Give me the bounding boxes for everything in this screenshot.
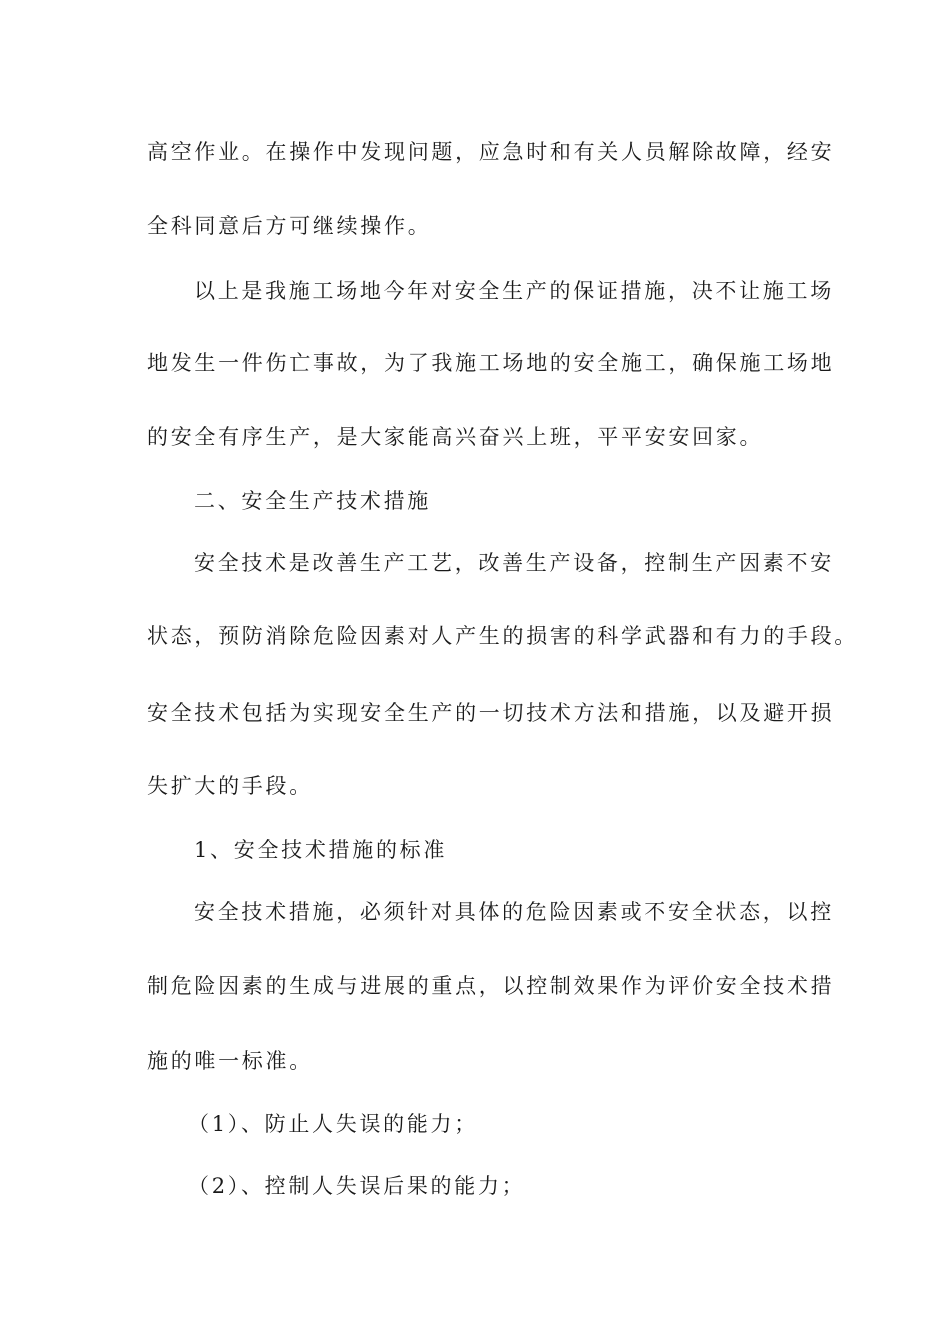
paragraph-line: 安全技术包括为实现安全生产的一切技术方法和措施，以及避开损	[147, 701, 835, 725]
paragraph-line: 失扩大的手段。	[147, 774, 313, 798]
paragraph-line: 安全技术是改善生产工艺，改善生产设备，控制生产因素不安	[194, 551, 834, 575]
paragraph-line: 全科同意后方可继续操作。	[147, 214, 432, 238]
paragraph-line: 以上是我施工场地今年对安全生产的保证措施，决不让施工场	[194, 279, 834, 303]
paragraph-line: 安全技术措施，必须针对具体的危险因素或不安全状态，以控	[194, 900, 834, 924]
list-item: （1）、防止人失误的能力；	[188, 1112, 478, 1136]
paragraph-line: 状态，预防消除危险因素对人产生的损害的科学武器和有力的手段。	[147, 624, 858, 648]
paragraph-line: 地发生一件伤亡事故，为了我施工场地的安全施工，确保施工场地	[147, 351, 835, 375]
list-item: （2）、控制人失误后果的能力；	[188, 1174, 526, 1198]
subsection-heading: 1、安全技术措施的标准	[194, 838, 448, 862]
paragraph-line: 制危险因素的生成与进展的重点，以控制效果作为评价安全技术措	[147, 974, 835, 998]
section-heading: 二、安全生产技术措施	[194, 489, 431, 513]
paragraph-line: 施的唯一标准。	[147, 1049, 313, 1073]
paragraph-line: 高空作业。在操作中发现问题，应急时和有关人员解除故障，经安	[147, 140, 835, 164]
paragraph-line: 的安全有序生产，是大家能高兴奋兴上班，平平安安回家。	[147, 425, 764, 449]
